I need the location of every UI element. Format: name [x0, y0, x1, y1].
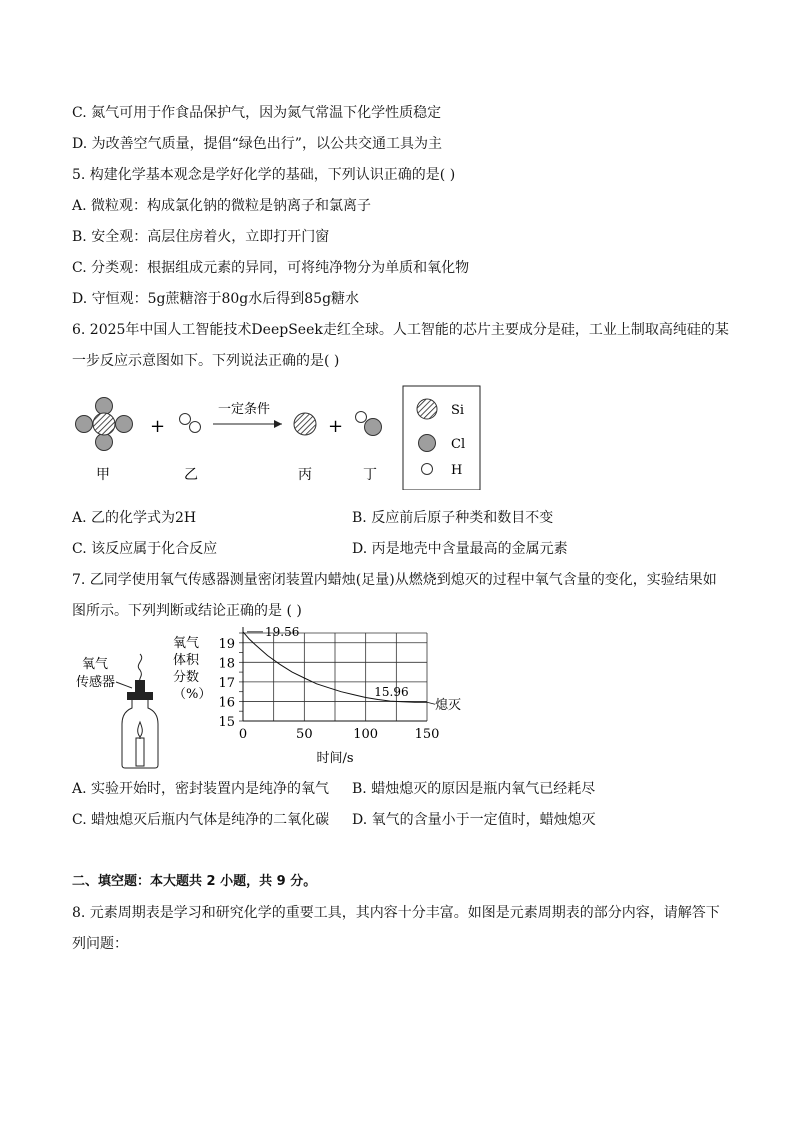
reaction-condition: 一定条件: [218, 402, 271, 417]
bottle-stopper: [127, 692, 153, 700]
oxygen-chart: [165, 625, 475, 775]
y-axis-label: 分数: [173, 670, 200, 685]
molecule-yi: [180, 414, 201, 433]
svg-text:Cl: Cl: [451, 437, 466, 452]
question-8-stem-2: 列问题：: [72, 936, 128, 952]
y-tick-label: 18: [218, 656, 235, 672]
sensor-label-2: 传感器: [76, 675, 116, 690]
label-bing: 丙: [298, 467, 312, 483]
candle: [136, 738, 144, 766]
line-c-nitrogen: C. 氮气可用于作食品保护气，因为氮气常温下化学性质稳定: [72, 105, 442, 121]
question-6-stem-1: 6. 2025年中国人工智能技术DeepSeek走红全球。人工智能的芯片主要成分是硅，工业上制取高纯硅的某: [72, 322, 729, 338]
question-7-stem-2: 图所示。下列判断或结论正确的是 ( ): [72, 603, 302, 619]
q6-option-c: C. 该反应属于化合反应: [72, 541, 218, 557]
line-d-green-travel: D. 为改善空气质量，提倡“绿色出行”，以公共交通工具为主: [72, 136, 442, 152]
y-tick-label: 19: [218, 636, 235, 652]
y-axis-label: 体积: [173, 653, 200, 668]
label-yi: 乙: [184, 467, 198, 483]
y-tick-label: 17: [218, 675, 235, 691]
candle-apparatus: [72, 650, 172, 770]
molecule-bing: [294, 413, 316, 435]
svg-text:H: H: [451, 463, 463, 478]
sensor-label-1: 氧气: [82, 657, 109, 672]
q7-option-d: D. 氧气的含量小于一定值时，蜡烛熄灭: [352, 812, 596, 828]
molecule-ding: [356, 412, 382, 436]
y-tick-label: 16: [218, 695, 235, 711]
question-6-stem-2: 一步反应示意图如下。下列说法正确的是( ): [72, 353, 340, 369]
sensor-wire: [138, 654, 141, 682]
q6-option-d: D. 丙是地壳中含量最高的金属元素: [352, 541, 568, 557]
label-jia: 甲: [96, 467, 110, 483]
x-tick-label: 50: [296, 727, 313, 742]
q5-option-a: A. 微粒观：构成氯化钠的微粒是钠离子和氯离子: [72, 198, 372, 214]
sensor-probe: [135, 680, 145, 692]
y-tick-label: 15: [218, 715, 235, 730]
question-5-stem: 5. 构建化学基本观念是学好化学的基础，下列认识正确的是( ): [72, 167, 456, 183]
molecule-jia: [76, 398, 133, 451]
q7-option-b: B. 蜡烛熄灭的原因是瓶内氧气已经耗尽: [352, 781, 596, 797]
q5-option-c: C. 分类观：根据组成元素的异同，可将纯净物分为单质和氧化物: [72, 260, 470, 276]
annotation-end-value: 15.96: [374, 685, 409, 700]
legend-box: [403, 386, 480, 490]
annotation-start-value: 19.56: [265, 625, 300, 639]
question-7-stem-1: 7. 乙同学使用氧气传感器测量密闭装置内蜡烛(足量)从燃烧到熄灭的过程中氧气含量的变化，实验结果如: [72, 572, 717, 588]
arrow-head: [274, 420, 282, 428]
x-axis-label: 时间/s: [316, 751, 354, 766]
q6-option-a: A. 乙的化学式为2H: [72, 510, 197, 526]
annotation-extinguish: 熄灭: [435, 698, 462, 714]
x-tick-label: 100: [353, 727, 379, 742]
x-tick-label: 150: [414, 727, 440, 742]
annotation-leader: [427, 702, 435, 704]
plus-2: +: [328, 416, 344, 437]
q7-option-c: C. 蜡烛熄灭后瓶内气体是纯净的二氧化碳: [72, 812, 330, 828]
label-ding: 丁: [363, 467, 377, 483]
section-2-heading: 二、填空题：本大题共 2 小题，共 9 分。: [72, 874, 317, 889]
q5-option-b: B. 安全观：高层住房着火，立即打开门窗: [72, 229, 330, 245]
question-8-stem-1: 8. 元素周期表是学习和研究化学的重要工具，其内容十分丰富。如图是元素周期表的部分内容，请解答下: [72, 905, 720, 921]
q6-option-b: B. 反应前后原子种类和数目不变: [352, 510, 554, 526]
svg-text:Si: Si: [451, 403, 465, 418]
plus-1: +: [150, 416, 166, 437]
q5-option-d: D. 守恒观：5g蔗糖溶于80g水后得到85g糖水: [72, 291, 360, 307]
x-tick-label: 0: [238, 727, 248, 742]
reaction-diagram: [60, 380, 500, 490]
y-axis-label: 氧气: [173, 636, 200, 651]
candle-flame: [138, 722, 143, 737]
y-axis-label: （%）: [173, 687, 212, 702]
q7-option-a: A. 实验开始时，密封装置内是纯净的氧气: [72, 781, 330, 797]
